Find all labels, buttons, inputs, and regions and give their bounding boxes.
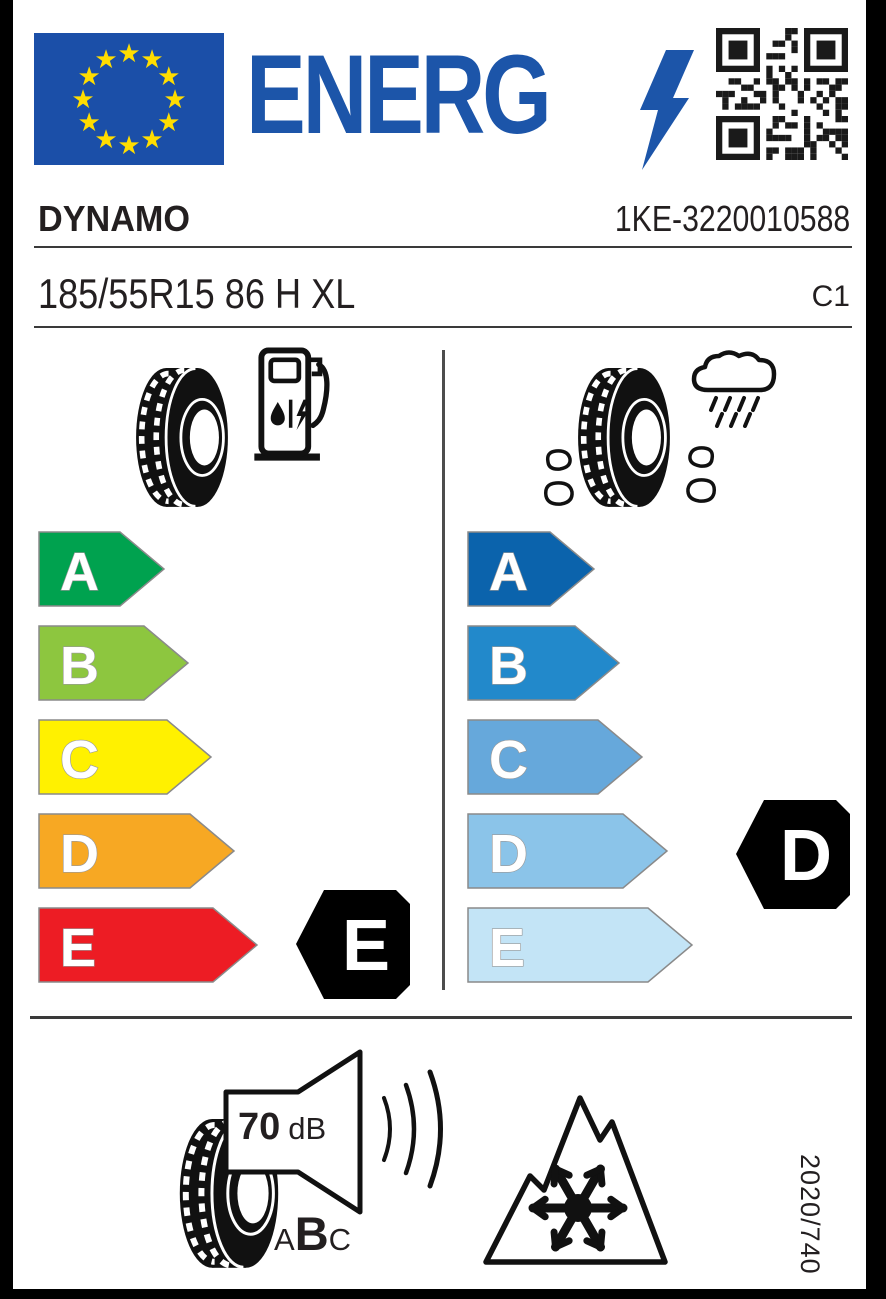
water-splash-icon [678,445,718,517]
divider-3 [30,1016,852,1019]
grade-arrow-b [467,625,620,701]
rain-cloud-icon [684,348,784,428]
tire-icon [568,362,680,514]
noise-class-c: C [328,1222,352,1257]
noise-class-a: A [274,1222,295,1257]
grade-arrow-b [38,625,189,701]
rain-drops [711,398,758,426]
svg-text:★: ★ [157,61,181,91]
grade-arrow-e [38,907,258,983]
label-id: 1KE-3220010588 [614,198,850,239]
svg-text:★: ★ [117,38,141,68]
svg-text:★: ★ [163,84,187,114]
label-border-right [866,0,886,1299]
grade-arrow-d [467,813,668,889]
snow-grip-icon [478,1088,673,1270]
noise-db-value: 70 [238,1106,281,1148]
column-divider [442,350,445,990]
svg-text:A: A [60,542,99,602]
regulation-number: 2020/740 [795,1154,825,1275]
energ-wordmark: ENERG [246,32,549,157]
svg-text:★: ★ [94,123,118,154]
svg-text:★: ★ [71,84,95,114]
svg-text:★: ★ [117,130,141,160]
fuel-rating-letter: E [341,906,391,986]
noise-db-unit: dB [288,1111,327,1146]
svg-text:E: E [489,918,526,978]
svg-text:D: D [489,824,528,884]
brand-name: DYNAMO [38,198,190,239]
grade-arrow-d [38,813,235,889]
svg-text:★: ★ [157,107,181,137]
grade-arrow-c [467,719,643,795]
svg-text:D: D [60,824,99,884]
divider-1 [34,246,852,248]
svg-text:★: ★ [140,44,164,75]
svg-text:C: C [489,730,528,790]
tire-size: 185/55R15 86 H XL [38,270,356,317]
eu-flag-icon [34,33,224,165]
lightning-bolt-icon [636,50,700,172]
qr-code [716,28,848,160]
grade-arrow-a [38,531,165,607]
fuel-rating-arrow [296,888,410,1001]
svg-text:★: ★ [77,61,101,91]
grade-arrow-e [467,907,693,983]
svg-text:★: ★ [77,107,101,137]
svg-text:E: E [60,918,97,978]
svg-text:A: A [489,542,528,602]
noise-class-b: B [294,1207,329,1260]
svg-text:B: B [60,636,99,696]
noise-class-scale [274,1206,351,1261]
divider-2 [34,326,852,328]
wet-grip-rating-letter: D [780,816,832,896]
grade-arrow-a [467,531,595,607]
water-splash-icon [542,448,582,520]
tire-icon [126,362,238,514]
svg-text:★: ★ [140,123,164,154]
label-border-left [0,0,13,1299]
noise-level [238,1106,326,1149]
fuel-pump-icon [252,342,334,462]
grade-arrow-c [38,719,212,795]
wet-grip-rating-arrow [736,798,850,911]
tire-class: C1 [811,280,850,313]
svg-text:★: ★ [94,44,118,75]
sound-waves-icon [374,1058,460,1200]
svg-text:C: C [60,730,99,790]
svg-text:B: B [489,636,528,696]
